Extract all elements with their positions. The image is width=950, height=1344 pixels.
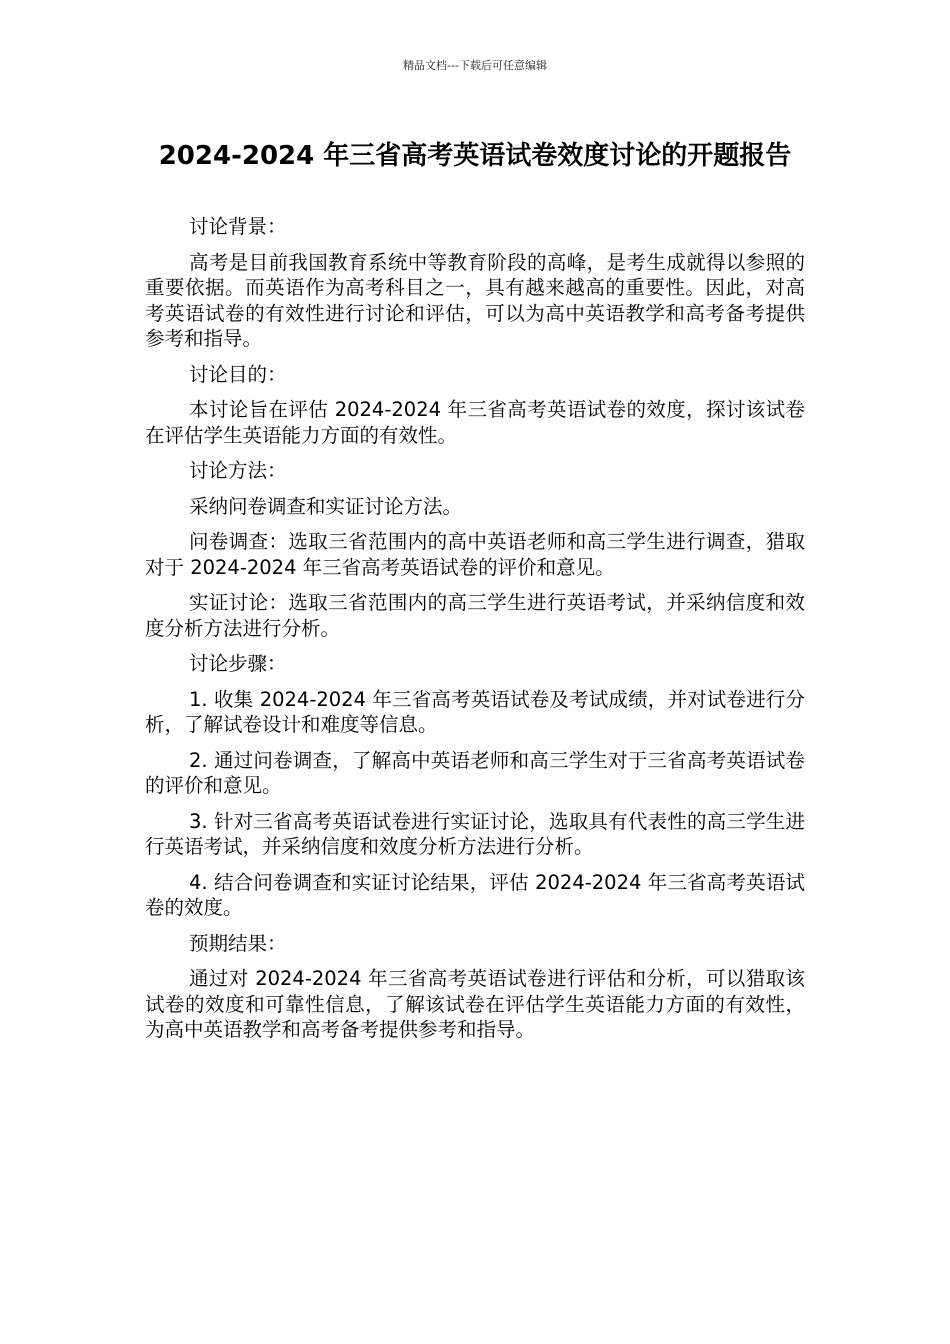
- header-note: 精品文档---下载后可任意编辑: [403, 59, 547, 72]
- paragraph-method: 采纳问卷调查和实证讨论方法。: [189, 494, 463, 518]
- paragraph-purpose: 本讨论旨在评估 2024-2024 年三省高考英语试卷的效度，探讨该试卷在评估学生英语能力方面的有效性。: [145, 398, 805, 447]
- paragraph-empirical: 实证讨论：选取三省范围内的高三学生进行英语考试，并采纳信度和效度分析方法进行分析。: [145, 591, 805, 640]
- section-heading-purpose: 讨论目的：: [189, 362, 287, 386]
- section-heading-expected-results: 预期结果：: [189, 931, 287, 955]
- section-heading-background: 讨论背景：: [189, 215, 287, 238]
- paragraph-survey: 问卷调查：选取三省范围内的高中英语老师和高三学生进行调查，猎取对于 2024-2024 年三省高考英语试卷的评价和意见。: [145, 530, 805, 579]
- step-item-4: 4. 结合问卷调查和实证讨论结果，评估 2024-2024 年三省高考英语试卷的效度。: [145, 870, 805, 919]
- section-heading-steps: 讨论步骤：: [189, 652, 287, 675]
- paragraph-expected-results: 通过对 2024-2024 年三省高考英语试卷进行评估和分析，可以猎取该试卷的效度和可靠性信息，了解该试卷在评估学生英语能力方面的有效性，为高中英语教学和高考备考提供参考和指导。: [145, 967, 805, 1041]
- document-title: 2024-2024 年三省高考英语试卷效度讨论的开题报告: [158, 141, 792, 171]
- step-item-1: 1. 收集 2024-2024 年三省高考英语试卷及考试成绩，并对试卷进行分析，了解试卷设计和难度等信息。: [145, 687, 805, 736]
- paragraph-background: 高考是目前我国教育系统中等教育阶段的高峰，是考生成就得以参照的重要依据。而英语作为高考科目之一，具有越来越高的重要性。因此，对高考英语试卷的有效性进行讨论和评估，可以为高中英语教学和高考备考提供参考和指导。: [145, 250, 805, 350]
- step-item-2: 2. 通过问卷调查，了解高中英语老师和高三学生对于三省高考英语试卷的评价和意见。: [145, 748, 805, 797]
- document-body: [145, 214, 805, 1053]
- step-item-3: 3. 针对三省高考英语试卷进行实证讨论，选取具有代表性的高三学生进行英语考试，并采纳信度和效度分析方法进行分析。: [145, 809, 805, 858]
- section-heading-method: 讨论方法：: [189, 459, 287, 482]
